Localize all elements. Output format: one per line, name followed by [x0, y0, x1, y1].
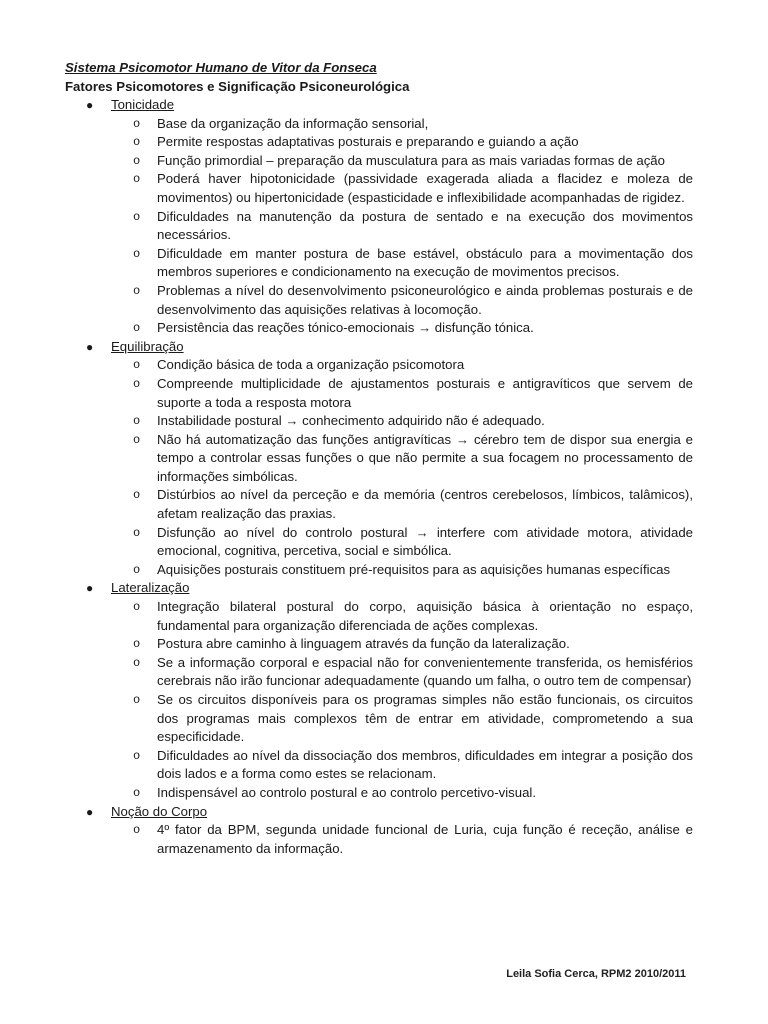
- circle-bullet-icon: o: [133, 785, 141, 800]
- list-item-text: Condição básica de toda a organização psicomotora: [157, 357, 465, 373]
- circle-bullet-icon: o: [133, 153, 141, 168]
- section-heading: [65, 96, 693, 115]
- list-item-text: Integração bilateral postural do corpo, aquisição básica à orientação no espaço, fundamental para organização diferenciada de ações complexas.: [157, 599, 693, 633]
- list-item-text: Dificuldade em manter postura de base estável, obstáculo para a movimentação dos membros superiores e condicionamento na execução de movimentos precisos.: [157, 245, 693, 280]
- list-item-text: Aquisições posturais constituem pré-requisitos para as aquisições humanas específicas: [157, 561, 671, 577]
- section-list: [65, 96, 693, 858]
- section-label: Tonicidade: [111, 97, 175, 112]
- section-item: [65, 579, 693, 802]
- list-item: [65, 208, 693, 245]
- list-item: [65, 319, 693, 338]
- circle-bullet-icon: o: [133, 637, 141, 652]
- list-item: [65, 375, 693, 412]
- circle-bullet-icon: o: [133, 376, 141, 391]
- section-heading: [65, 803, 693, 822]
- list-item-text: Postura abre caminho à linguagem através da função da lateralização.: [157, 636, 570, 652]
- circle-bullet-icon: o: [133, 209, 141, 224]
- circle-bullet-icon: o: [133, 321, 141, 336]
- section-heading: [65, 338, 693, 357]
- list-item-text: Dificuldades ao nível da dissociação dos membros, dificuldades em integrar a posição dos dois lados e a forma como estes se relacionam.: [157, 747, 693, 782]
- list-item-text: Persistência das reações tónico-emocionais → disfunção tónica.: [157, 320, 534, 336]
- list-item: [65, 561, 693, 580]
- list-item: [65, 598, 693, 635]
- list-item-text: Base da organização da informação sensorial,: [157, 115, 429, 131]
- circle-bullet-icon: o: [133, 246, 141, 261]
- circle-bullet-icon: o: [133, 488, 141, 503]
- list-item-text: Poderá haver hipotonicidade (passividade exagerada aliada a flacidez e moleza de movimentos) ou hipertonicidade (espasticidade e inflexibilidade acompanhadas de rigidez.: [157, 171, 693, 205]
- sub-item-list: [65, 821, 693, 858]
- circle-bullet-icon: o: [133, 432, 141, 447]
- list-item-text: Indispensável ao controlo postural e ao controlo percetivo-visual.: [157, 784, 536, 800]
- circle-bullet-icon: o: [133, 693, 141, 707]
- circle-bullet-icon: o: [133, 414, 141, 429]
- list-item: [65, 784, 693, 803]
- list-item-text: 4º fator da BPM, segunda unidade funcional de Luria, cuja função é receção, análise e armazenamento da informação.: [157, 822, 693, 856]
- list-item: [65, 133, 693, 152]
- list-item: [65, 635, 693, 654]
- list-item-text: Instabilidade postural → conhecimento adquirido não é adequado.: [157, 413, 545, 429]
- list-item: [65, 524, 693, 561]
- circle-bullet-icon: o: [133, 748, 141, 763]
- document-body: [65, 96, 693, 858]
- circle-bullet-icon: o: [133, 135, 141, 150]
- list-item-text: Se os circuitos disponíveis para os programas simples não estão funcionais, os circuitos dos programas mais complexos têm de entrar em atividade, comprometendo a sua especificidade.: [157, 692, 693, 745]
- list-item: [65, 747, 693, 784]
- sub-item-list: [65, 598, 693, 803]
- list-item: [65, 654, 693, 691]
- list-item-text: Dificuldades na manutenção da postura de sentado e na execução dos movimentos necessários.: [157, 208, 693, 243]
- bullet-icon: ●: [86, 581, 94, 596]
- list-item: [65, 245, 693, 282]
- list-item: [65, 412, 693, 431]
- document-subtitle: Fatores Psicomotores e Significação Psiconeurológica: [65, 79, 410, 94]
- section-item: [65, 803, 693, 859]
- circle-bullet-icon: o: [133, 600, 141, 615]
- section-label: Noção do Corpo: [111, 803, 208, 819]
- circle-bullet-icon: o: [133, 655, 141, 670]
- list-item: [65, 691, 693, 747]
- section-label: Lateralização: [111, 580, 190, 596]
- list-item-text: Compreende multiplicidade de ajustamentos posturais e antigravíticos que servem de suporte a toda a resposta motora: [157, 375, 693, 410]
- circle-bullet-icon: o: [133, 358, 141, 373]
- document-title: Sistema Psicomotor Humano de Vitor da Fonseca: [65, 60, 377, 75]
- list-item-text: Não há automatização das funções antigravíticas → cérebro tem de dispor sua energia e tempo a controlar essas funções o que não permite a sua focagem no processamento de informações simbólicas.: [157, 431, 693, 484]
- list-item: [65, 431, 693, 487]
- sub-item-list: [65, 356, 693, 579]
- list-item-text: Distúrbios ao nível da perceção e da memória (centros cerebelosos, límbicos, talâmicos), afetam realização das praxias.: [157, 487, 693, 522]
- list-item: [65, 115, 693, 134]
- section-item: [65, 96, 693, 338]
- circle-bullet-icon: o: [133, 823, 141, 838]
- section-heading: [65, 579, 693, 598]
- sub-item-list: [65, 115, 693, 338]
- circle-bullet-icon: o: [133, 172, 141, 187]
- list-item-text: Se a informação corporal e espacial não for convenientemente transferida, os hemisférios cerebrais não irão funcionar adequadamente (quando um falha, o outro tem de compensar): [157, 654, 693, 689]
- list-item-text: Função primordial – preparação da musculatura para as mais variadas formas de ação: [157, 152, 665, 168]
- list-item-text: Permite respostas adaptativas posturais e preparando e guiando a ação: [157, 134, 579, 150]
- list-item: [65, 486, 693, 523]
- circle-bullet-icon: o: [133, 562, 141, 577]
- list-item: [65, 152, 693, 171]
- circle-bullet-icon: o: [133, 525, 141, 540]
- bullet-icon: ●: [86, 339, 94, 354]
- circle-bullet-icon: o: [133, 116, 141, 131]
- bullet-icon: ●: [86, 804, 94, 819]
- circle-bullet-icon: o: [133, 283, 141, 298]
- section-item: [65, 338, 693, 580]
- page-footer: Leila Sofia Cerca, RPM2 2010/2011: [506, 968, 686, 980]
- list-item: [65, 821, 693, 858]
- list-item: [65, 282, 693, 319]
- list-item: [65, 356, 693, 375]
- list-item: [65, 170, 693, 207]
- section-label: Equilibração: [111, 338, 184, 354]
- bullet-icon: ●: [86, 98, 94, 112]
- list-item-text: Disfunção ao nível do controlo postural → interfere com atividade motora, atividade emocional, cognitiva, percetiva, social e simbólica.: [157, 524, 693, 559]
- list-item-text: Problemas a nível do desenvolvimento psiconeurológico e ainda problemas posturais e de desenvolvimento das aquisições relativas à locomoção.: [157, 282, 693, 317]
